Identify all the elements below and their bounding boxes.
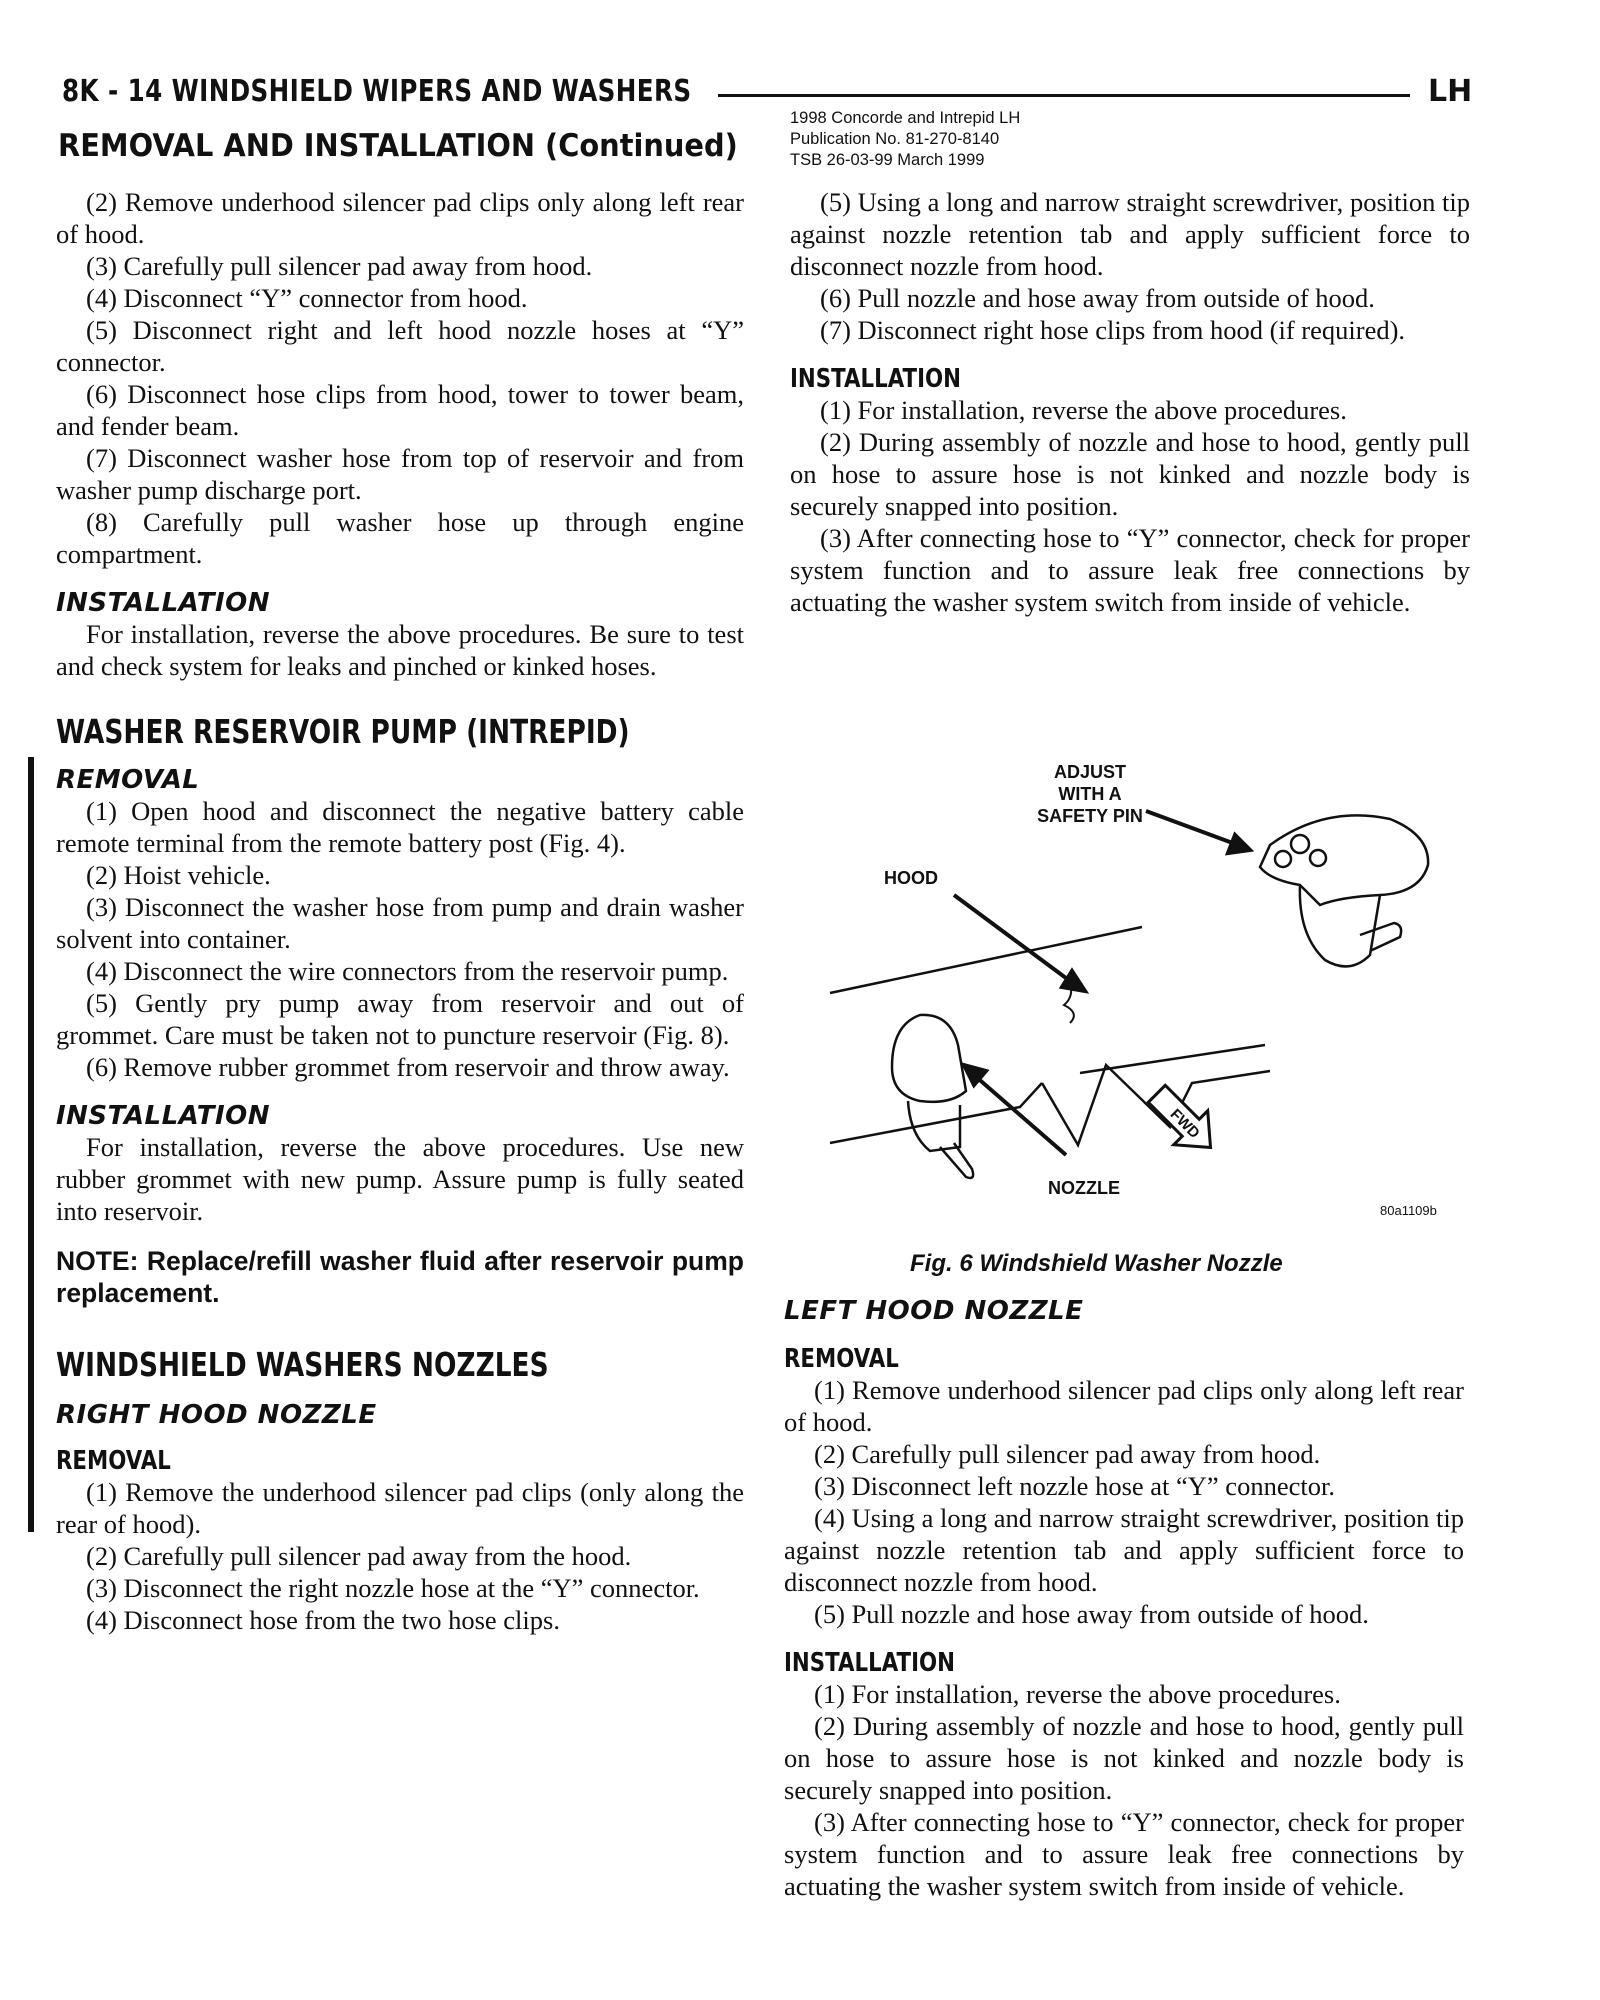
nozzle-label: NOZZLE [1048,1178,1120,1198]
nozzle-jet-hole [1310,850,1326,866]
step: (4) Disconnect hose from the two hose clips. [86,1605,560,1635]
step: (3) Disconnect the right nozzle hose at the “Y” connector. [86,1573,700,1603]
step: (2) Carefully pull silencer pad away from hood. [814,1439,1321,1469]
nozzles-section-title: WINDSHIELD WASHERS NOZZLES [56,1345,549,1384]
step: (6) Disconnect hose clips from hood, tower to tower beam, and fender beam. [56,379,744,441]
step: (2) During assembly of nozzle and hose to hood, gently pull on hose to assure hose is not kinked and nozzle body is securely snapped into position. [790,427,1470,521]
step: (5) Gently pry pump away from reservoir and out of grommet. Care must be taken not to puncture reservoir (Fig. 8). [56,988,744,1050]
step: (1) Open hood and disconnect the negative battery cable remote terminal from the remote battery post (Fig. 4). [56,796,744,858]
hood-label: HOOD [884,868,938,888]
fwd-label: FWD [1166,1105,1203,1142]
figure-caption: Fig. 6 Windshield Washer Nozzle [910,1250,1283,1277]
paragraph: For installation, reverse the above procedures. Use new rubber grommet with new pump. Assure pump is fully seated into reservoir. [56,1132,744,1226]
nozzle-jet-hole [1291,835,1309,853]
figure-code: 80a1109b [1380,1203,1437,1218]
installation-heading: INSTALLATION [790,364,961,394]
nozzle-illustration [780,755,1480,1255]
arrow-head [1062,971,1085,991]
step: (6) Pull nozzle and hose away from outside of hood. [820,283,1375,313]
right-nozzle-heading: RIGHT HOOD NOZZLE [56,1400,377,1430]
tsb-line: TSB 26-03-99 March 1999 [790,151,985,169]
nozzle-body-upper [1260,815,1428,905]
step: (3) After connecting hose to “Y” connector, check for proper system function and to assure leak free connections by actuating the washer system switch from inside of vehicle. [790,523,1470,617]
nozzle-body-lower [892,1015,966,1102]
cowl-line [1080,1045,1265,1073]
step: (1) Remove the underhood silencer pad clips (only along the rear of hood). [56,1477,744,1539]
step: (1) For installation, reverse the above procedures. [820,395,1347,425]
step: (2) During assembly of nozzle and hose to hood, gently pull on hose to assure hose is not kinked and nozzle body is securely snapped into position. [784,1711,1464,1805]
installation-heading: INSTALLATION [56,1101,271,1131]
header-rule [718,94,1410,97]
step: (7) Disconnect right hose clips from hood (if required). [820,315,1406,345]
removal-heading: REMOVAL [56,765,200,795]
page-header-title: 8K - 14 WINDSHIELD WIPERS AND WASHERS [62,74,692,109]
removal-heading: REMOVAL [784,1344,899,1374]
tsb-info [790,108,1020,171]
adjust-label-line: SAFETY PIN [1037,806,1143,826]
step: (5) Disconnect right and left hood nozzle hoses at “Y” connector. [56,315,744,377]
step: (3) After connecting hose to “Y” connector, check for proper system function and to assure leak free connections by actuating the washer system switch from inside of vehicle. [784,1807,1464,1901]
tsb-line: Publication No. 81-270-8140 [790,130,1000,148]
right-column-top [790,186,1470,618]
left-nozzle-heading: LEFT HOOD NOZZLE [784,1296,1084,1326]
step: (3) Disconnect left nozzle hose at “Y” connector. [814,1471,1335,1501]
step: (3) Disconnect the washer hose from pump and drain washer solvent into container. [56,892,744,954]
step: (5) Pull nozzle and hose away from outside of hood. [814,1599,1369,1629]
step: (2) Hoist vehicle. [86,860,271,890]
step: (1) For installation, reverse the above procedures. [814,1679,1341,1709]
step: (4) Using a long and narrow straight screwdriver, position tip against nozzle retention tab and apply sufficient force to disconnect nozzle from hood. [784,1503,1464,1597]
step: (8) Carefully pull washer hose up through engine compartment. [56,507,744,569]
right-column-bottom [784,1296,1464,1902]
tsb-line: 1998 Concorde and Intrepid LH [790,109,1021,127]
adjust-label [1020,761,1160,827]
paragraph: For installation, reverse the above procedures. Be sure to test and check system for leaks and pinched or kinked hoses. [56,619,744,681]
installation-heading: INSTALLATION [56,588,271,618]
arrow-head [1228,835,1250,853]
hood-edge-line [830,927,1142,993]
fwd-arrow [1140,1077,1228,1165]
revision-bar [28,757,34,1532]
step: (4) Disconnect “Y” connector from hood. [86,283,528,313]
step: (1) Remove underhood silencer pad clips only along left rear of hood. [784,1375,1464,1437]
figure-washer-nozzle [780,755,1480,1255]
removal-heading: REMOVAL [56,1446,171,1476]
nozzle-jet-hole [1275,851,1291,867]
step: (2) Remove underhood silencer pad clips only along left rear of hood. [56,187,744,249]
note: NOTE: Replace/refill washer fluid after reservoir pump replacement. [56,1246,744,1308]
step: (3) Carefully pull silencer pad away from hood. [86,251,593,281]
pump-section-title: WASHER RESERVOIR PUMP (INTREPID) [56,712,630,751]
section-code: LH [1428,74,1473,109]
step: (2) Carefully pull silencer pad away from the hood. [86,1541,632,1571]
adjust-label-line: ADJUST [1053,762,1126,782]
step: (4) Disconnect the wire connectors from the reservoir pump. [86,956,729,986]
section-title: REMOVAL AND INSTALLATION (Continued) [58,128,738,164]
left-column [56,186,744,1636]
step: (5) Using a long and narrow straight screwdriver, position tip against nozzle retention tab and apply sufficient force to disconnect nozzle from hood. [790,187,1470,281]
step: (7) Disconnect washer hose from top of reservoir and from washer pump discharge port. [56,443,744,505]
hose-barb-upper [1360,923,1401,951]
step: (6) Remove rubber grommet from reservoir and throw away. [86,1052,730,1082]
installation-heading: INSTALLATION [784,1648,955,1678]
adjust-label-line: WITH A [1058,784,1122,804]
hood-lower-line [830,1083,1042,1143]
